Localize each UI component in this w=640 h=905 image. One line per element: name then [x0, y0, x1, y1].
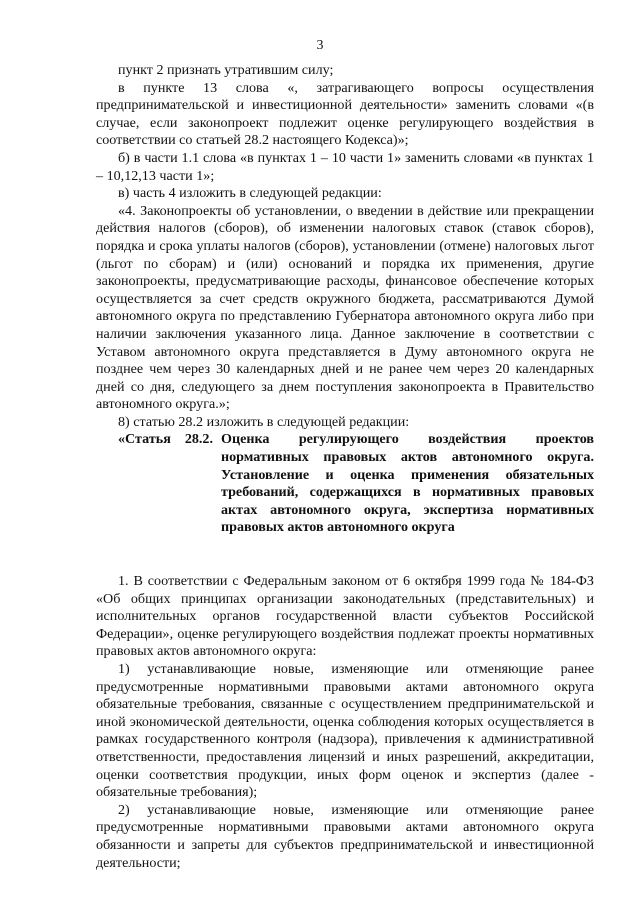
- article-heading: [96, 431, 594, 537]
- paragraph: в пункте 13 слова «, затрагивающего вопросы осуществления предпринимательской и инвестиционной деятельности» заменить словами «(в случае, если законопроект подлежит оценке регулирующего воздействия в соответствии со статьей 28.2 настоящего Кодекса)»;: [96, 79, 594, 149]
- paragraph: в) часть 4 изложить в следующей редакции:: [118, 185, 382, 202]
- page-number: 3: [316, 38, 324, 53]
- paragraph: 1) устанавливающие новые, изменяющие или отменяющие ранее предусмотренные нормативными правовыми актами автономного округа обязательные требования, связанные с осуществлением предпринимательской и иной экономической деятельности, оценка соблюдения которых осуществляется в рамках государственного контроля (надзора), привлечения к административной ответственности, предоставления лицензий и иных разрешений, аккредитации, оценки соответствия продукции, иных форм оценок и экспертиз (далее - обязательные требования);: [96, 661, 594, 801]
- article-title: Оценка регулирующего воздействия проектов нормативных правовых актов автономного округа. Установление и оценка применения обязательных требований, содержащихся в нормативных правовых актах автономного округа, экспертиза нормативных правовых актов автономного округа: [221, 431, 594, 536]
- paragraph: «4. Законопроекты об установлении, о введении в действие или прекращении действия налогов (сборов), об изменении налоговых ставок (ставок сборов), порядка и срока уплаты налогов (сборов), установлении (отмене) налоговых льгот (льгот по сборам) и (или) оснований и порядка их применения, другие законопроекты, предусматривающие расходы, финансовое обеспечение которых осуществляется за счет средств окружного бюджета, рассматриваются Думой автономного округа по представлению Губернатора автономного округа либо при наличии заключения указанного лица. Данное заключение в соответствии с Уставом автономного округа представляется в Думу автономного округа не позднее чем через 30 календарных дней и не ранее чем через 20 календарных дней со дня, следующего за днем поступления законопроекта в Правительство автономного округа.»;: [96, 202, 594, 413]
- spacer: [96, 537, 594, 573]
- article-number: 28.2.: [184, 431, 213, 448]
- paragraph: 8) статью 28.2 изложить в следующей редакции:: [118, 413, 410, 430]
- document-body: [96, 62, 594, 872]
- paragraph: пункт 2 признать утратившим силу;: [118, 62, 334, 78]
- paragraph: 1. В соответствии с Федеральным законом от 6 октября 1999 года № 184-ФЗ «Об общих принципах организации законодательных (представительных) и исполнительных органов государственной власти субъектов Российской Федерации», оценке регулирующего воздействия подлежат проекты нормативных правовых актов автономного округа:: [96, 573, 594, 660]
- article-word: «Статья: [118, 431, 171, 448]
- paragraph: б) в части 1.1 слова «в пунктах 1 – 10 части 1» заменить словами «в пунктах 1 – 10,12,13 части 1»;: [96, 149, 594, 184]
- article-label: [96, 431, 221, 537]
- paragraph: 2) устанавливающие новые, изменяющие или отменяющие ранее предусмотренные нормативными правовыми актами автономного округа обязанности и запреты для субъектов предпринимательской и инвестиционной деятельности;: [96, 801, 594, 871]
